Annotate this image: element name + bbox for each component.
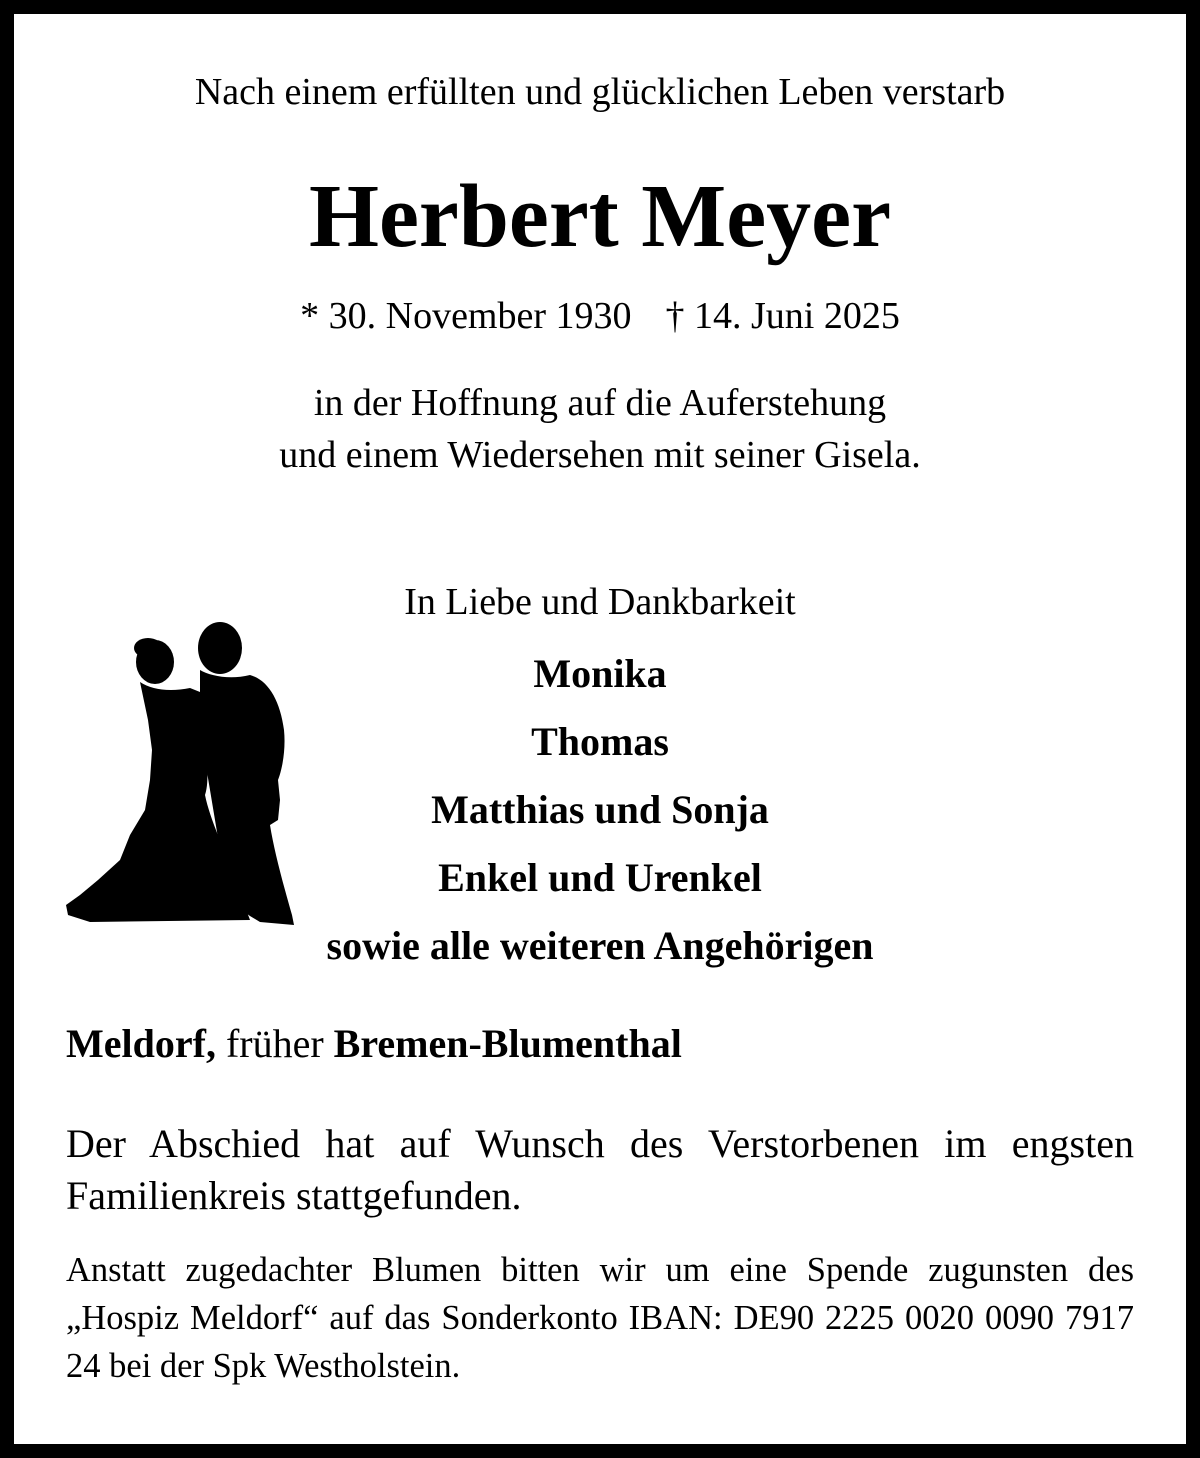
family-member: Matthias und Sonja [431, 787, 769, 832]
hope-line-2: und einem Wiedersehen mit seiner Gisela. [279, 434, 921, 476]
love-text: In Liebe und Dankbarkeit [404, 581, 796, 623]
place-word: früher [225, 1021, 324, 1066]
family-member: Enkel und Urenkel [438, 855, 762, 900]
family-member: Thomas [531, 719, 669, 764]
donation-paragraph: Anstatt zugedachter Blumen bitten wir um eine Spende zugunsten des „Hospiz Meldorf“ auf das Sonderkonto IBAN: DE90 2225 0020 0090 7917 24 bei der Spk Westholstein. [66, 1251, 1134, 1385]
life-dates [0, 294, 1200, 338]
place-current: Meldorf, [66, 1021, 216, 1066]
birth-date: * 30. November 1930 [300, 295, 632, 337]
place-former: Bremen-Blumenthal [333, 1021, 682, 1066]
family-relatives: sowie alle weiteren Angehörigen [326, 923, 874, 968]
hope-line-1: in der Hoffnung auf die Auferstehung [313, 382, 887, 424]
family-member: Monika [533, 651, 667, 696]
deceased-name: Herbert Meyer [308, 167, 892, 266]
farewell-paragraph: Der Abschied hat auf Wunsch des Verstorbenen im engsten Familienkreis stattgefunden. [66, 1121, 1134, 1218]
death-date: † 14. Juni 2025 [665, 295, 900, 337]
place-line [66, 1020, 682, 1067]
intro-text: Nach einem erfüllten und glücklichen Leben verstarb [194, 71, 1006, 113]
